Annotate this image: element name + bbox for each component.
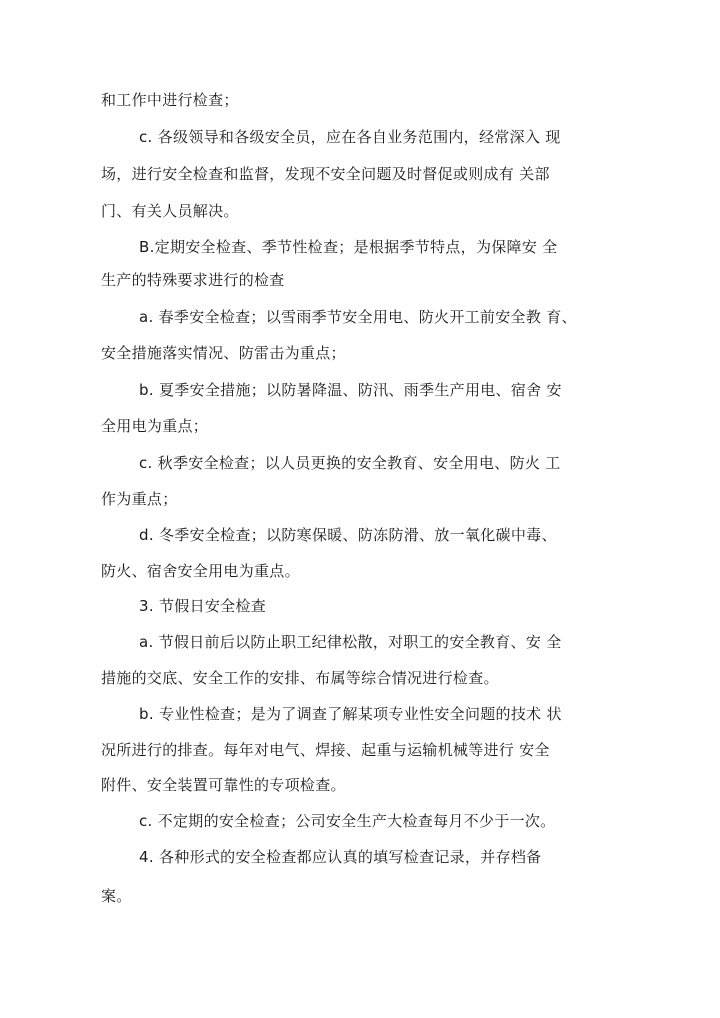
- text-line: 防火、宿舍安全用电为重点。: [101, 562, 300, 580]
- text-line: 3. 节假日安全检查: [139, 597, 267, 615]
- text-line: d. 冬季安全检查；以防寒保暖、防冻防滑、放一氧化碳中毒、: [139, 526, 557, 544]
- text-line: 全用电为重点；: [101, 417, 209, 435]
- text-line: b. 夏季安全措施；以防暑降温、防汛、雨季生产用电、宿舍 安: [139, 381, 562, 399]
- text-line: 附件、安全装置可靠性的专项检查。: [101, 776, 346, 794]
- text-line: c. 不定期的安全检查；公司安全生产大检查每月不少于一次。: [139, 812, 556, 830]
- text-line: 作为重点；: [101, 490, 178, 508]
- text-line: c. 秋季安全检查；以人员更换的安全教育、安全用电、防火 工: [139, 454, 561, 472]
- text-line: 门、有关人员解决。: [101, 202, 239, 220]
- text-line: B.定期安全检查、季节性检查；是根据季节特点，为保障安 全: [139, 238, 558, 256]
- text-line: a. 春季安全检查；以雪雨季节安全用电、防火开工前安全教 育、: [139, 308, 577, 326]
- text-line: 生产的特殊要求进行的检查: [101, 271, 285, 289]
- text-line: 案。: [101, 887, 132, 905]
- text-line: 4. 各种形式的安全检查都应认真的填写检查记录，并存档备: [139, 848, 542, 866]
- text-line: 安全措施落实情况、防雷击为重点；: [101, 344, 346, 362]
- text-line: a. 节假日前后以防止职工纪律松散，对职工的安全教育、安 全: [139, 633, 562, 651]
- text-line: 措施的交底、安全工作的安排、布属等综合情况进行检查。: [101, 669, 499, 687]
- text-line: c. 各级领导和各级安全员，应在各自业务范围内，经常深入 现: [139, 128, 561, 146]
- text-line: 况所进行的排查。每年对电气、焊接、起重与运输机械等进行 安全: [101, 741, 550, 759]
- text-line: 和工作中进行检查；: [101, 91, 239, 109]
- text-line: b. 专业性检查；是为了调查了解某项专业性安全问题的技术 状: [139, 705, 562, 723]
- text-line: 场，进行安全检查和监督，发现不安全问题及时督促或则成有 关部: [101, 165, 550, 183]
